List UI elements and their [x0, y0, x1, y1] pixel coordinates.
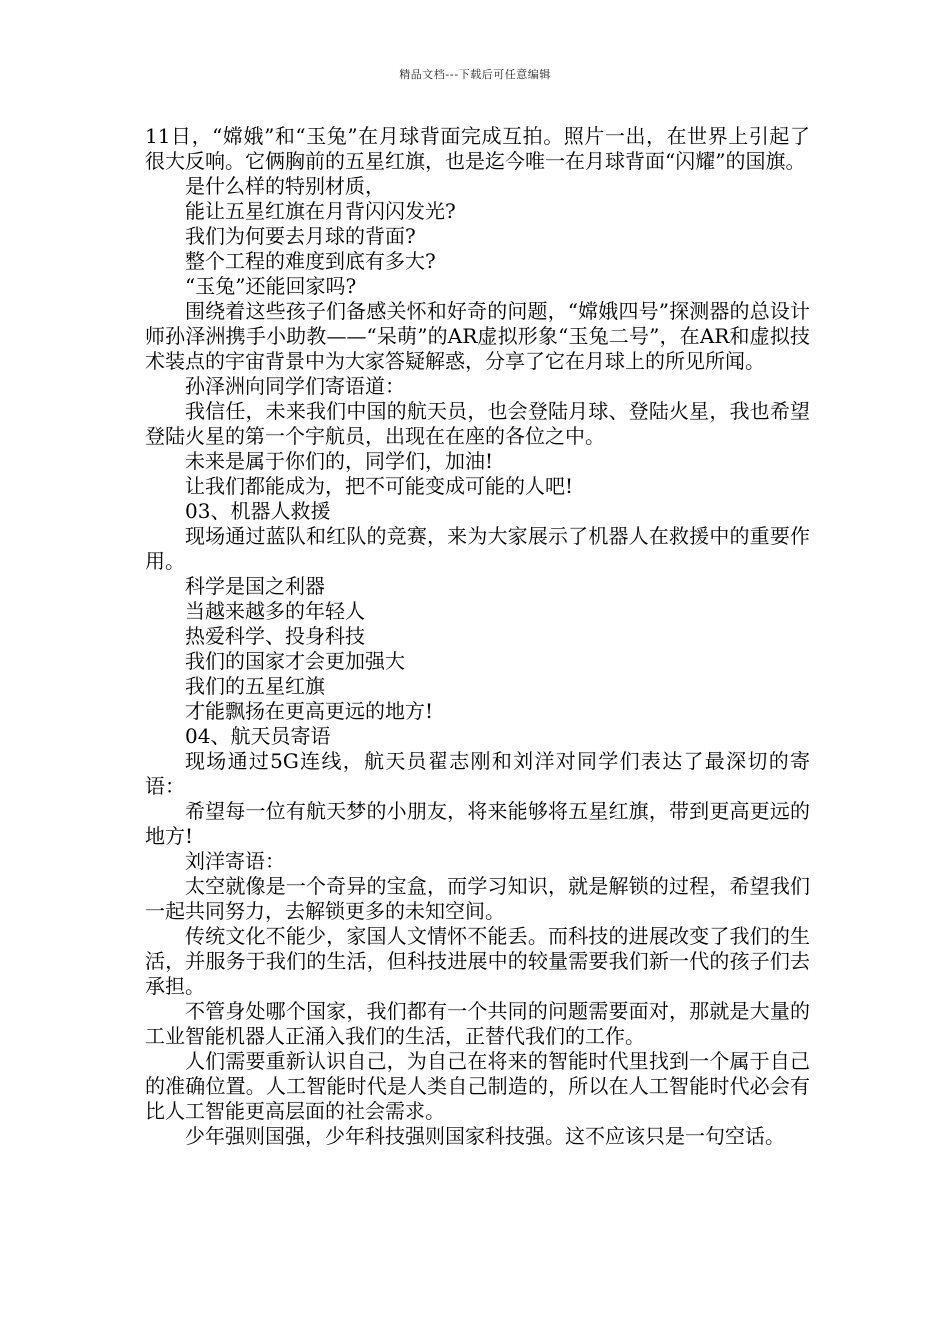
paragraph: 现场通过5G连线，航天员翟志刚和刘洋对同学们表达了最深切的寄语： — [145, 749, 810, 798]
paragraph: 能让五星红旗在月背闪闪发光? — [185, 199, 456, 223]
document-body — [145, 124, 810, 1149]
paragraph: 让我们都能成为，把不可能变成可能的人吧! — [185, 474, 574, 498]
paragraph: 围绕着这些孩子们备感关怀和好奇的问题，“嫦娥四号”探测器的总设计师孙泽洲携手小助教——“呆萌”的AR虚拟形象“玉兔二号”，在AR和虚拟技术装点的宇宙背景中为大家答疑解惑，分享了它在月球上的所见所闻。 — [145, 299, 810, 373]
paragraph: 太空就像是一个奇异的宝盒，而学习知识，就是解锁的过程，希望我们一起共同努力，去解锁更多的未知空间。 — [145, 874, 810, 923]
paragraph: 当越来越多的年轻人 — [185, 599, 365, 623]
paragraph: 传统文化不能少，家国人文情怀不能丢。而科技的进展改变了我们的生活，并服务于我们的生活，但科技进展中的较量需要我们新一代的孩子们去承担。 — [145, 924, 810, 998]
paragraph: 不管身处哪个国家，我们都有一个共同的问题需要面对，那就是大量的工业智能机器人正涌入我们的生活，正替代我们的工作。 — [145, 999, 810, 1048]
paragraph: 才能飘扬在更高更远的地方! — [185, 699, 434, 723]
paragraph: 科学是国之利器 — [185, 574, 325, 598]
paragraph: “玉兔”还能回家吗? — [185, 274, 357, 298]
paragraph: 希望每一位有航天梦的小朋友，将来能够将五星红旗，带到更高更远的地方! — [145, 799, 810, 848]
paragraph: 04、航天员寄语 — [185, 724, 331, 748]
paragraph: 少年强则国强，少年科技强则国家科技强。这不应该只是一句空话。 — [185, 1124, 785, 1148]
paragraph: 整个工程的难度到底有多大? — [185, 249, 436, 273]
paragraph: 我们的五星红旗 — [185, 674, 325, 698]
paragraph: 11日，“嫦娥”和“玉兔”在月球背面完成互拍。照片一出，在世界上引起了很大反响。它俩胸前的五星红旗，也是迄今唯一在月球背面“闪耀”的国旗。 — [145, 124, 810, 173]
paragraph: 现场通过蓝队和红队的竞赛，来为大家展示了机器人在救援中的重要作用。 — [145, 524, 810, 573]
paragraph: 是什么样的特别材质， — [185, 174, 385, 198]
page-header: 精品文档---下载后可任意编辑 — [399, 68, 551, 81]
paragraph: 刘洋寄语： — [185, 849, 285, 873]
paragraph: 孙泽洲向同学们寄语道： — [185, 374, 405, 398]
paragraph: 我们的国家才会更加强大 — [185, 649, 405, 673]
paragraph: 我们为何要去月球的背面? — [185, 224, 416, 248]
paragraph: 我信任，未来我们中国的航天员，也会登陆月球、登陆火星，我也希望登陆火星的第一个宇航员，出现在在座的各位之中。 — [145, 399, 810, 448]
paragraph: 03、机器人救援 — [185, 499, 331, 523]
paragraph: 人们需要重新认识自己，为自己在将来的智能时代里找到一个属于自己的准确位置。人工智能时代是人类自己制造的，所以在人工智能时代必会有比人工智能更高层面的社会需求。 — [145, 1049, 810, 1123]
paragraph: 未来是属于你们的，同学们，加油! — [185, 449, 494, 473]
paragraph: 热爱科学、投身科技 — [185, 624, 365, 648]
